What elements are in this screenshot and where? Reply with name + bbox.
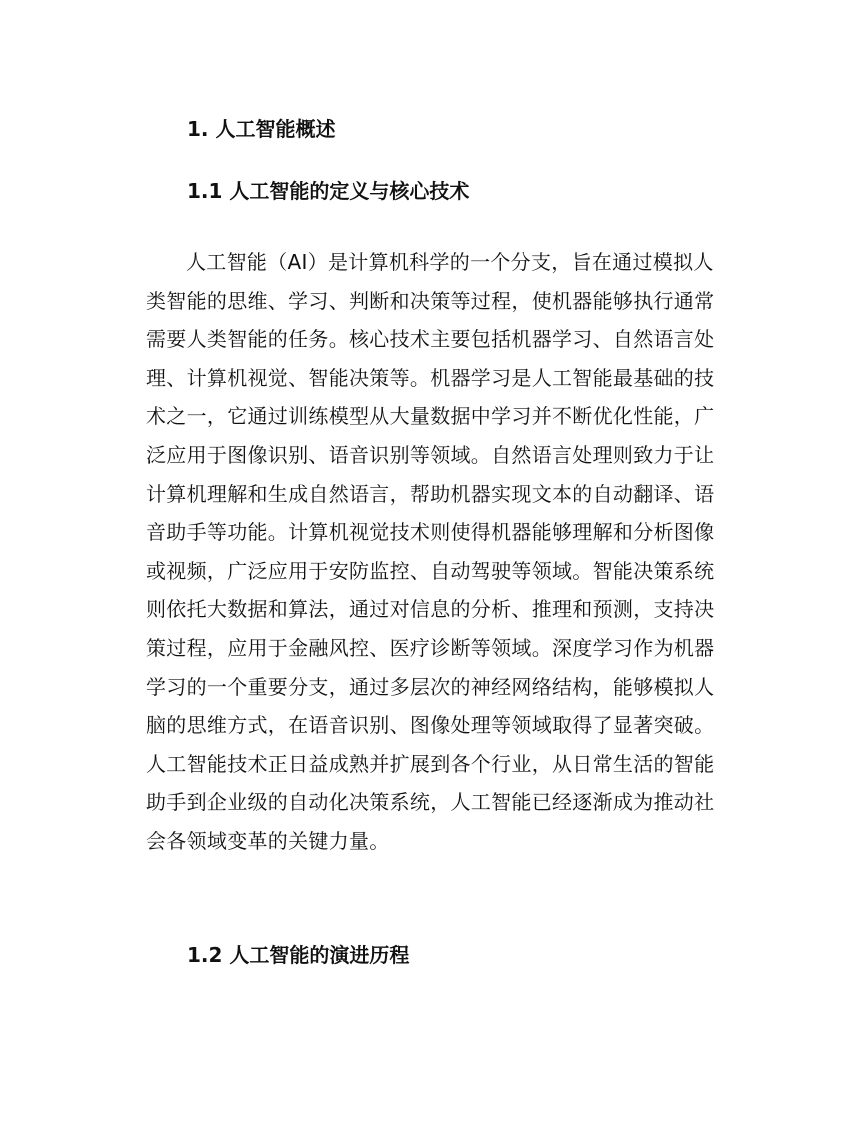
subsection-heading-1-1: 1.1 人工智能的定义与核心技术 xyxy=(187,179,470,203)
subsection-heading-1-2: 1.2 人工智能的演进历程 xyxy=(187,943,410,967)
paragraph-line: 则依托大数据和算法，通过对信息的分析、推理和预测，支持决 xyxy=(146,597,715,622)
paragraph-line: 策过程，应用于金融风控、医疗诊断等领域。深度学习作为机器 xyxy=(146,635,715,660)
paragraph-line: 人工智能（AI）是计算机科学的一个分支，旨在通过模拟人 xyxy=(186,250,714,274)
paragraph-line: 会各领域变革的关键力量。 xyxy=(146,828,390,853)
paragraph-line: 人工智能技术正日益成熟并扩展到各个行业，从日常生活的智能 xyxy=(146,751,715,776)
body-paragraph xyxy=(146,243,715,861)
paragraph-line: 或视频，广泛应用于安防监控、自动驾驶等领域。智能决策系统 xyxy=(146,558,715,583)
paragraph-line: 类智能的思维、学习、判断和决策等过程，使机器能够执行通常 xyxy=(146,288,715,313)
paragraph-line: 音助手等功能。计算机视觉技术则使得机器能够理解和分析图像 xyxy=(146,520,715,545)
paragraph-line: 需要人类智能的任务。核心技术主要包括机器学习、自然语言处 xyxy=(146,327,715,352)
section-heading-1: 1. 人工智能概述 xyxy=(187,117,336,141)
paragraph-line: 理、计算机视觉、智能决策等。机器学习是人工智能最基础的技 xyxy=(146,365,715,390)
paragraph-line: 脑的思维方式，在语音识别、图像处理等领域取得了显著突破。 xyxy=(146,713,715,738)
paragraph-line: 学习的一个重要分支，通过多层次的神经网络结构，能够模拟人 xyxy=(146,674,715,699)
paragraph-line: 计算机理解和生成自然语言，帮助机器实现文本的自动翻译、语 xyxy=(146,481,715,506)
paragraph-line: 助手到企业级的自动化决策系统，人工智能已经逐渐成为推动社 xyxy=(146,790,715,815)
paragraph-line: 术之一，它通过训练模型从大量数据中学习并不断优化性能，广 xyxy=(146,404,715,429)
paragraph-line: 泛应用于图像识别、语音识别等领域。自然语言处理则致力于让 xyxy=(146,442,715,467)
